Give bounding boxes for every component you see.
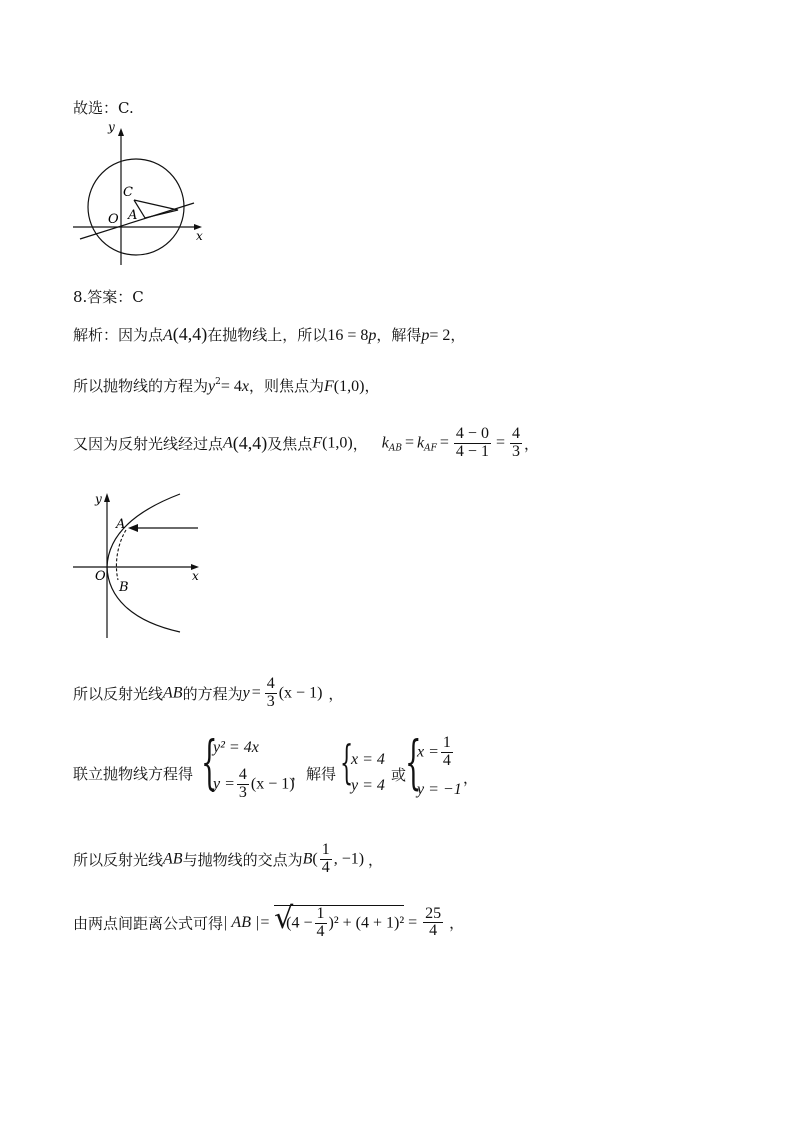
fraction-result — [423, 906, 443, 941]
text: ，则焦点为 — [249, 377, 325, 395]
text: ， — [463, 769, 479, 787]
text: 又因为反射光线经过点 — [73, 434, 224, 453]
segment-AB: AB — [163, 684, 183, 702]
text: 解析：因为点 — [73, 326, 164, 344]
equals: = — [439, 434, 449, 452]
text: 在抛物线上，所以 — [207, 326, 328, 344]
solution-2-x — [417, 735, 455, 770]
answer-header-q8: 8.答案：C — [73, 288, 144, 306]
text: ， — [328, 684, 344, 703]
var-x: x — [241, 378, 249, 395]
conclusion-q7: 故选：C. — [73, 99, 134, 117]
expression: (x − 1) — [278, 684, 323, 702]
var-A: A — [163, 327, 173, 344]
system-eq-2 — [213, 767, 295, 802]
expr: (4 − — [286, 914, 313, 932]
denominator: 3 — [511, 442, 520, 460]
equals: = — [408, 913, 418, 931]
var-F: F — [312, 434, 323, 452]
analysis-line-1 — [73, 324, 465, 345]
analysis-line-6 — [73, 842, 383, 877]
text: 的方程为 — [182, 684, 243, 703]
equals: = — [405, 434, 415, 452]
segment-AB: AB — [163, 850, 183, 868]
figure-circle-diagram — [68, 120, 218, 270]
fig2-label-O: O — [95, 569, 106, 584]
equation: 16 = 8 — [327, 327, 369, 344]
brace: { — [405, 728, 422, 796]
text: 所以抛物线的方程为 — [73, 377, 209, 395]
expr: x = — [417, 743, 439, 761]
sqrt-icon: √ — [274, 901, 294, 936]
var-k: k — [417, 434, 425, 452]
solution-2-y: y = −1 — [417, 781, 462, 798]
equals: = — [495, 434, 505, 452]
fig2-label-A: A — [116, 517, 126, 532]
denominator: 4 — [321, 858, 330, 876]
sqrt-expression — [274, 901, 405, 941]
equation: = 4 — [220, 378, 242, 395]
numerator: 1 — [321, 841, 330, 858]
fraction-slope — [454, 426, 491, 461]
text: 或 — [391, 766, 407, 784]
var-k: k — [381, 434, 389, 452]
text: ， — [364, 377, 380, 395]
text: 所以反射光线 — [73, 684, 164, 703]
figure-parabola-diagram — [68, 488, 218, 643]
numerator: 4 — [266, 675, 275, 692]
fraction-result — [510, 426, 522, 461]
var-A: A — [223, 434, 233, 452]
text: 及焦点 — [267, 434, 313, 453]
point-coords: (4,4) — [232, 432, 268, 453]
var-y: y — [208, 378, 216, 395]
analysis-line-2 — [73, 375, 379, 396]
exponent: 2 — [215, 377, 221, 387]
text: 所以反射光线 — [73, 850, 164, 869]
fig2-label-y: y — [95, 492, 102, 506]
denominator: 3 — [266, 692, 275, 710]
text: ， — [450, 326, 466, 344]
text: ， — [368, 850, 384, 869]
fig1-label-x: x — [196, 229, 203, 243]
subscript: AB — [388, 443, 402, 454]
system-eq-1: y² = 4x — [213, 739, 259, 756]
fraction — [237, 767, 249, 802]
solution-1-x: x = 4 — [351, 751, 385, 768]
numerator: 1 — [316, 905, 325, 922]
numerator: 25 — [425, 904, 442, 922]
denominator: 4 — [316, 922, 325, 940]
fraction — [265, 676, 277, 711]
equals: = — [251, 684, 261, 702]
text: ， — [352, 434, 368, 453]
text: ，解得 — [376, 326, 422, 344]
var-p: p — [368, 327, 377, 344]
denominator: 4 — [442, 751, 451, 769]
subscript: AF — [424, 443, 437, 454]
point-coords: (1,0) — [322, 434, 353, 452]
var-p: p — [421, 327, 430, 344]
text: ，解得 — [291, 765, 337, 783]
denominator: 4 − 1 — [455, 442, 489, 460]
fraction — [441, 735, 453, 770]
fig2-label-x: x — [192, 569, 199, 583]
expr: )² + (4 + 1)² — [328, 914, 405, 932]
analysis-line-3 — [73, 426, 539, 461]
fig1-label-A: A — [128, 208, 138, 223]
text: ， — [449, 914, 465, 933]
equation: = 2 — [429, 327, 451, 344]
numerator: 4 − 0 — [455, 425, 489, 442]
text: ， — [523, 434, 539, 453]
numerator: 4 — [238, 766, 247, 783]
fig1-label-y: y — [108, 120, 115, 134]
denominator: 4 — [429, 922, 438, 940]
numerator: 4 — [511, 425, 520, 442]
analysis-line-4 — [73, 676, 343, 711]
fraction — [315, 906, 327, 941]
fig1-label-C: C — [123, 185, 133, 200]
var-y: y — [242, 684, 250, 702]
fraction — [320, 842, 332, 877]
analysis-line-7 — [73, 901, 465, 941]
brace: { — [201, 728, 218, 796]
solution-1-y: y = 4 — [351, 777, 385, 794]
var-B: B — [302, 850, 313, 868]
fig1-label-O: O — [108, 212, 119, 227]
numerator: 1 — [442, 734, 451, 751]
paren: ( — [312, 850, 318, 868]
expr: (x − 1) — [250, 775, 295, 793]
text: 与抛物线的交点为 — [182, 850, 303, 869]
expr: y = — [213, 775, 235, 793]
point-coords: (1,0) — [333, 378, 365, 395]
brace: { — [340, 735, 354, 789]
denominator: 3 — [238, 783, 247, 801]
expression: , −1) — [333, 850, 365, 868]
text: 联立抛物线方程得 — [73, 765, 194, 783]
distance-AB: | AB |= — [223, 913, 271, 931]
text: 由两点间距离公式可得 — [73, 914, 224, 933]
var-F: F — [324, 378, 334, 395]
fig2-label-B: B — [119, 580, 129, 595]
point-coords: (4,4) — [172, 324, 208, 344]
